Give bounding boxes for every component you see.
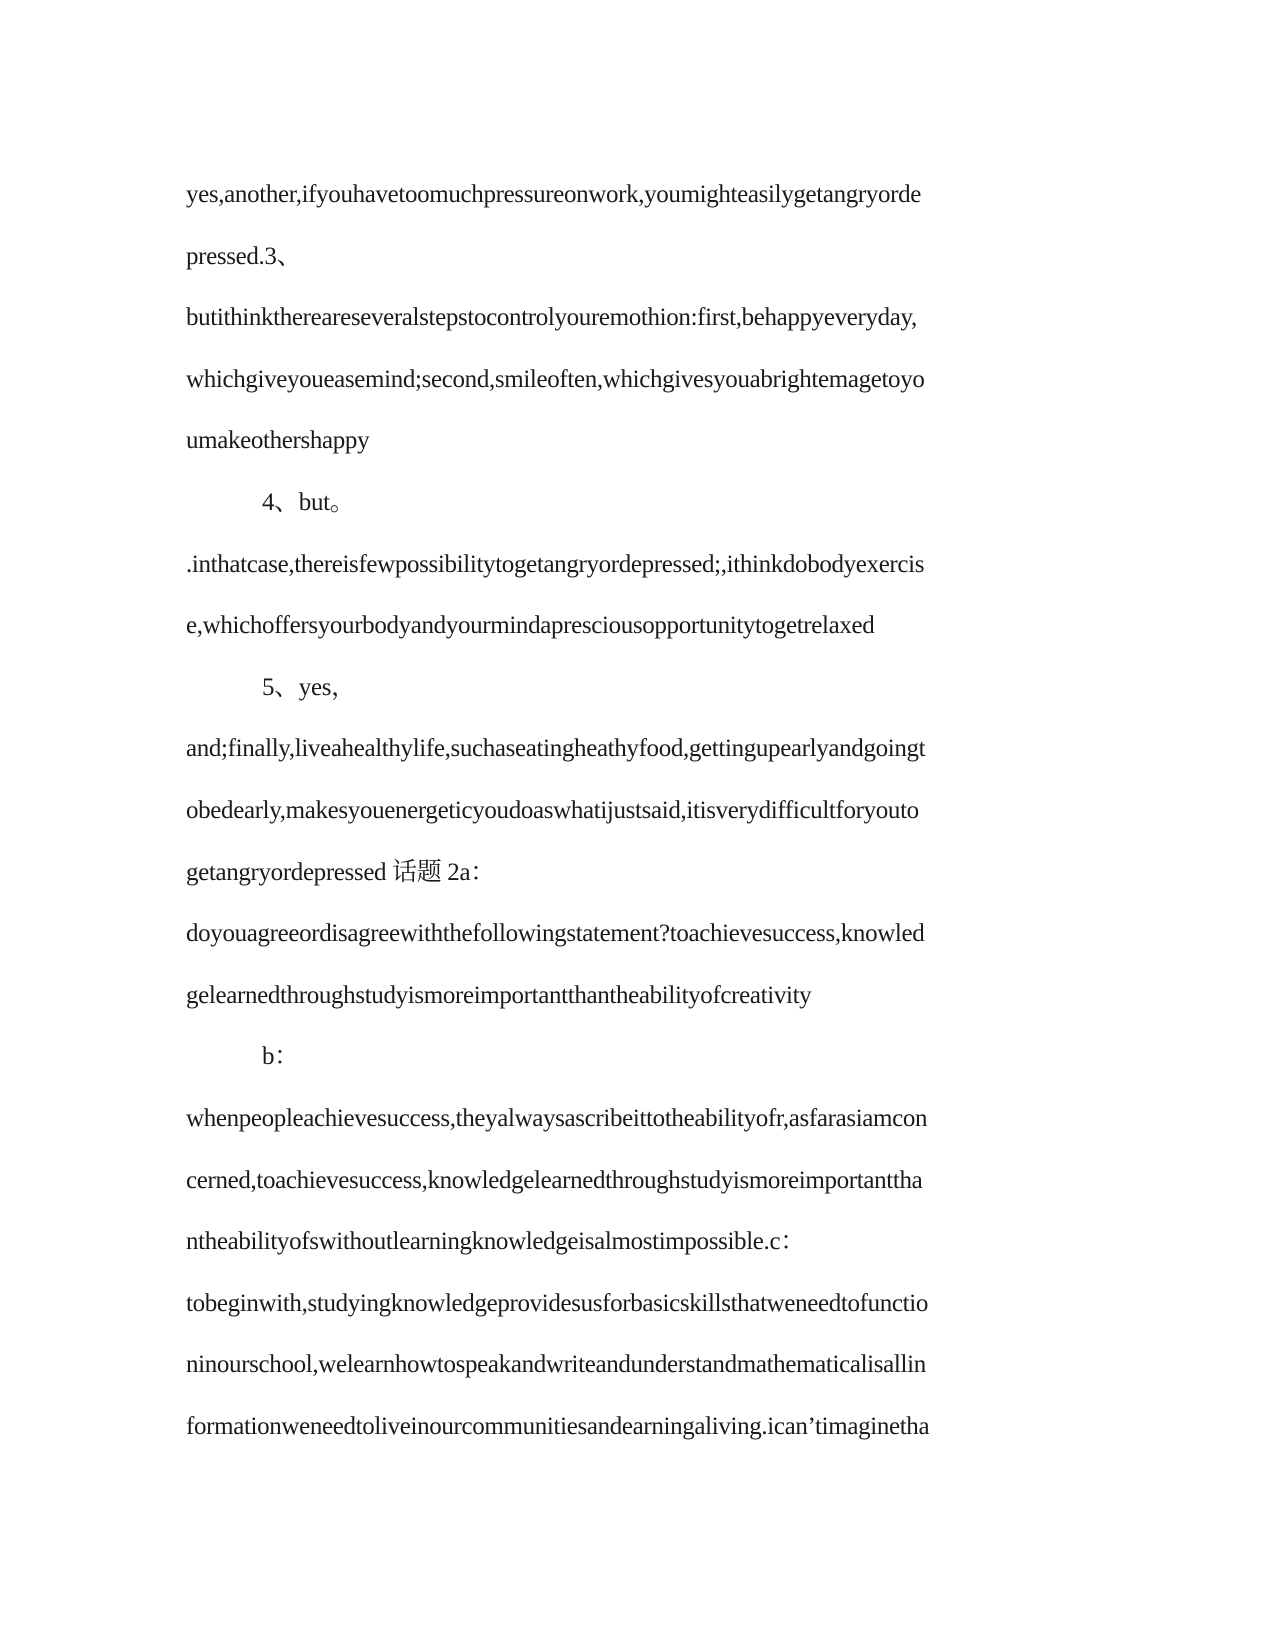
document-body — [186, 164, 1091, 1457]
text-line: gelearnedthroughstudyismoreimportantthantheabilityofcreativity — [186, 981, 812, 1009]
text-line: pressed.3、 — [186, 242, 302, 270]
text-line: whenpeopleachievesuccess,theyalwaysascribeittotheabilityofr,asfarasiamcon — [186, 1104, 928, 1132]
text-line: 5、yes， — [262, 673, 356, 701]
text-line: ninourschool,welearnhowtospeakandwriteandunderstandmathematicalisallin — [186, 1351, 926, 1379]
text-line: obedearly,makesyouenergeticyoudoaswhatijustsaid,itisverydifficultforyouto — [186, 796, 919, 824]
text-line: ntheabilityofswithoutlearningknowledgeisalmostimpossible.c： — [186, 1228, 805, 1256]
text-line: formationweneedtoliveinourcommunitiesandearningaliving.ican’timaginetha — [186, 1412, 930, 1440]
text-line: whichgiveyoueasemind;second,smileoften,whichgivesyouabrightemagetoyo — [186, 365, 925, 393]
text-line: cerned,toachievesuccess,knowledgelearnedthroughstudyismoreimportanttha — [186, 1166, 923, 1194]
text-line: getangryordepressed 话题 2a： — [186, 858, 495, 886]
text-line: yes,another,ifyouhavetoomuchpressureonwork,youmighteasilygetangryorde — [186, 181, 922, 208]
text-line: 4、but。 — [262, 488, 355, 516]
text-line: umakeothershappy — [186, 427, 370, 455]
text-line: e,whichoffersyourbodyandyourmindapresciousopportunitytogetrelaxed — [186, 612, 875, 640]
text-line: doyouagreeordisagreewiththefollowingstatement?toachievesuccess,knowled — [186, 920, 925, 948]
text-line: and;finally,liveahealthylife,suchaseatingheathyfood,gettingupearlyandgoingt — [186, 735, 926, 763]
text-line: tobeginwith,studyingknowledgeprovidesusforbasicskillsthatweneedtofunctio — [186, 1289, 929, 1317]
text-line: butithinkthereareseveralstepstocontrolyouremothion:first,behappyeveryday, — [186, 304, 917, 332]
text-line: b： — [262, 1043, 299, 1071]
text-line: .inthatcase,thereisfewpossibilitytogetangryordepressed;,ithinkdobodyexercis — [186, 550, 925, 578]
